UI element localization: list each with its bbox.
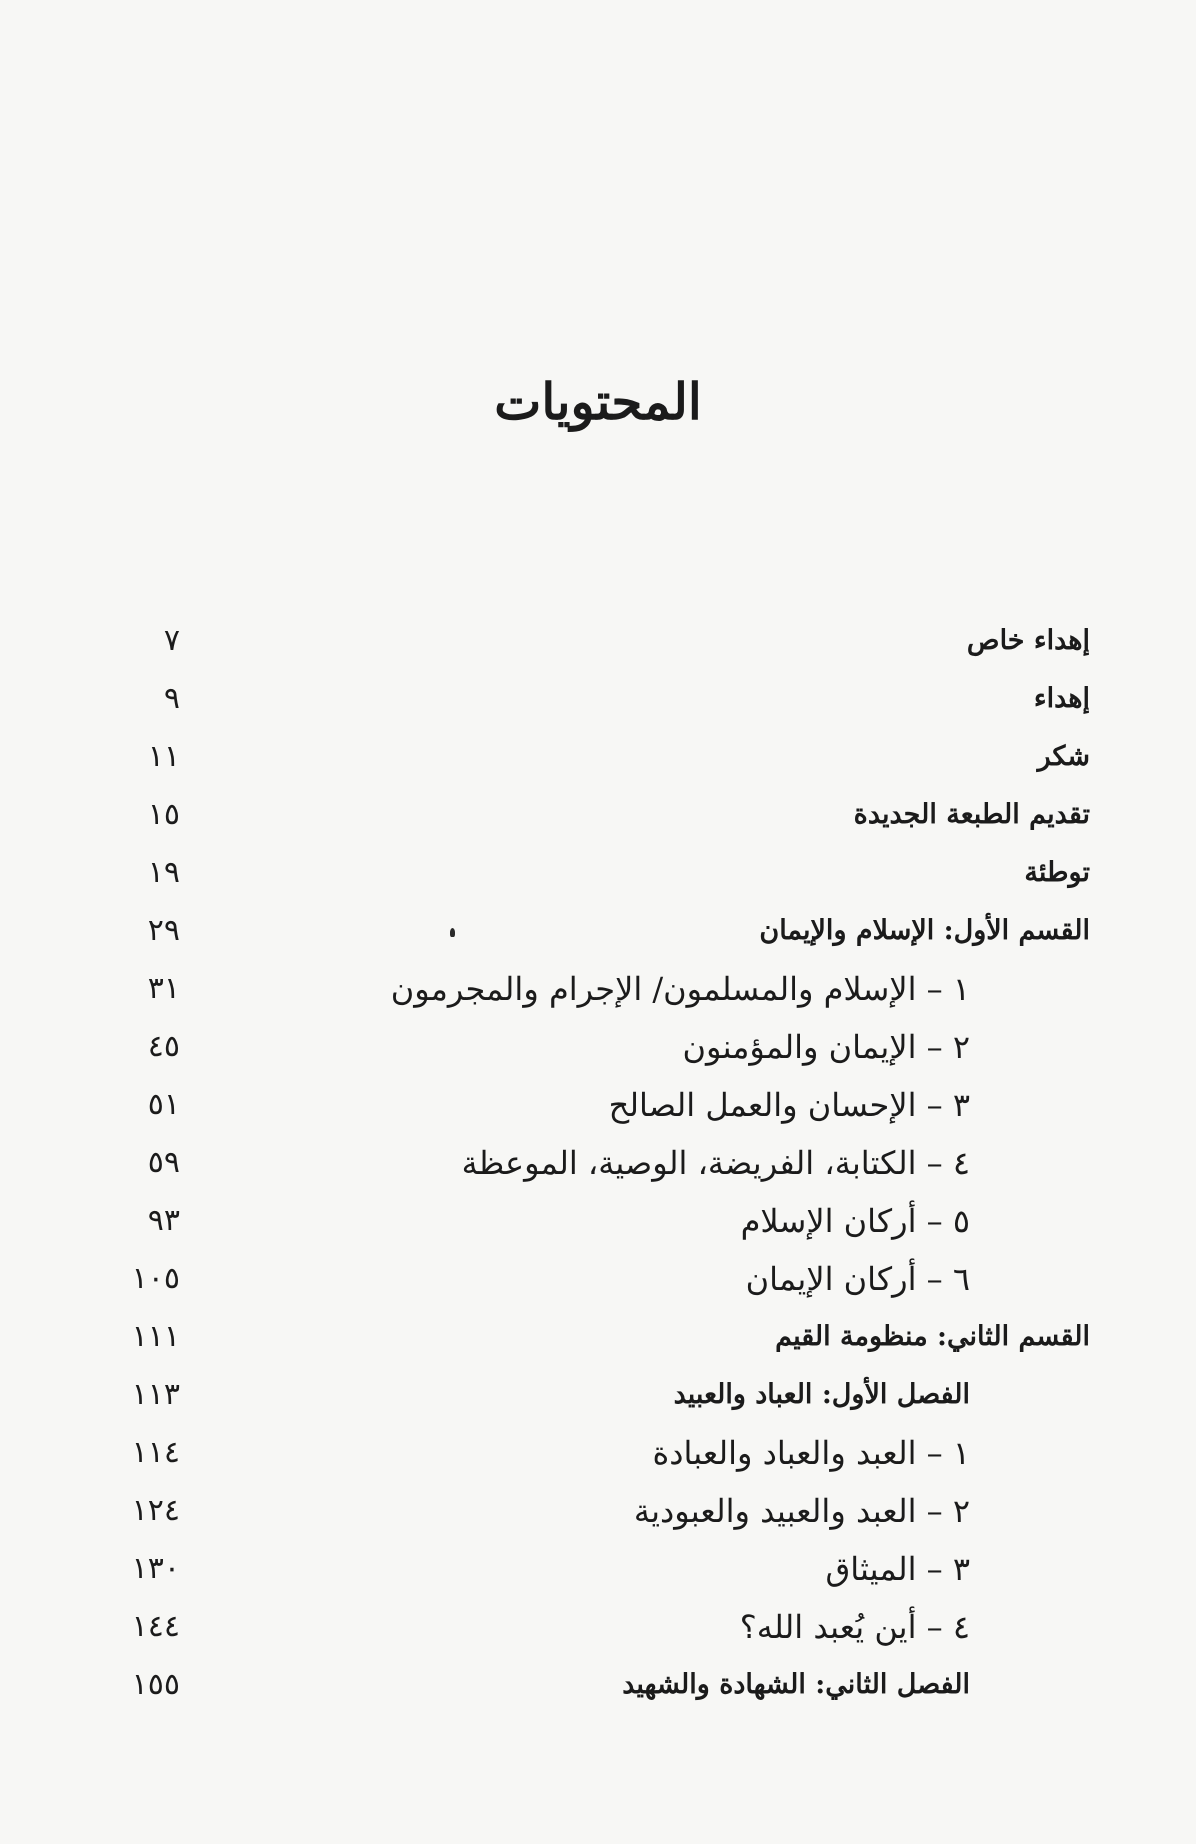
page-title: المحتويات — [494, 372, 702, 431]
toc-row — [90, 1192, 1090, 1250]
toc-row — [90, 612, 1090, 670]
toc-row — [90, 1250, 1090, 1308]
toc-page-number: ١١١ — [131, 1319, 180, 1354]
toc-entry-title: شكر — [1037, 741, 1090, 772]
toc-page-number: ١٩ — [147, 855, 180, 890]
toc-row — [90, 1482, 1090, 1540]
toc-page-number: ١٠٥ — [131, 1261, 180, 1296]
toc-entry-title: إهداء خاص — [966, 625, 1090, 656]
toc-page-number: ١٤٤ — [131, 1609, 180, 1644]
toc-page-number: ٥٩ — [147, 1145, 180, 1180]
toc-row — [90, 960, 1090, 1018]
toc-row — [90, 1134, 1090, 1192]
toc-row — [90, 1424, 1090, 1482]
toc-page-number: ١١٤ — [131, 1435, 180, 1470]
toc-row — [90, 670, 1090, 728]
toc-page-number: ١١٣ — [131, 1377, 180, 1412]
toc-entry-title: ٣ – الإحسان والعمل الصالح — [608, 1086, 970, 1124]
toc-page-number: ٤٥ — [147, 1029, 180, 1064]
toc-entry-title: ١ – العبد والعباد والعبادة — [652, 1434, 970, 1472]
toc-page-number: ٩٣ — [147, 1203, 180, 1238]
toc-page-number: ١٢٤ — [131, 1493, 180, 1528]
toc-page-number: ١٣٠ — [131, 1551, 180, 1586]
toc-entry-title: القسم الأول: الإسلام والإيمان — [759, 915, 1090, 946]
toc-page-number: ١٥٥ — [131, 1667, 180, 1702]
toc-row — [90, 786, 1090, 844]
toc-entry-title: ٥ – أركان الإسلام — [740, 1202, 970, 1240]
toc-entry-title: تقديم الطبعة الجديدة — [853, 799, 1090, 830]
toc-page-number: ٣١ — [147, 971, 180, 1006]
toc-page-number: ١١ — [147, 739, 180, 774]
toc-row — [90, 1308, 1090, 1366]
toc-entry-title: ٢ – العبد والعبيد والعبودية — [633, 1492, 970, 1530]
table-of-contents — [90, 612, 1090, 1712]
toc-row — [90, 728, 1090, 786]
toc-entry-title: الفصل الثاني: الشهادة والشهيد — [622, 1669, 970, 1700]
toc-page-number: ٧ — [163, 623, 180, 658]
toc-row — [90, 1656, 1090, 1714]
toc-entry-title: الفصل الأول: العباد والعبيد — [673, 1379, 970, 1410]
toc-row — [90, 1540, 1090, 1598]
toc-entry-title: إهداء — [1033, 683, 1090, 714]
toc-row — [90, 844, 1090, 902]
toc-entry-title: توطئة — [1024, 857, 1090, 888]
toc-entry-title: ٢ – الإيمان والمؤمنون — [682, 1028, 970, 1066]
toc-entry-title: القسم الثاني: منظومة القيم — [775, 1321, 1090, 1352]
ink-mark — [450, 928, 455, 937]
toc-page-number: ٢٩ — [147, 913, 180, 948]
toc-entry-title: ٦ – أركان الإيمان — [745, 1260, 970, 1298]
toc-page-number: ١٥ — [147, 797, 180, 832]
toc-entry-title: ٤ – أين يُعبد الله؟ — [739, 1608, 970, 1646]
toc-entry-title: ٣ – الميثاق — [825, 1550, 970, 1588]
toc-row — [90, 1598, 1090, 1656]
toc-row — [90, 902, 1090, 960]
toc-entry-title: ٤ – الكتابة، الفريضة، الوصية، الموعظة — [461, 1144, 970, 1182]
toc-row — [90, 1076, 1090, 1134]
toc-page-number: ٩ — [163, 681, 180, 716]
toc-row — [90, 1366, 1090, 1424]
toc-entry-title: ١ – الإسلام والمسلمون/ الإجرام والمجرمون — [390, 970, 970, 1008]
toc-page-number: ٥١ — [147, 1087, 180, 1122]
toc-row — [90, 1018, 1090, 1076]
